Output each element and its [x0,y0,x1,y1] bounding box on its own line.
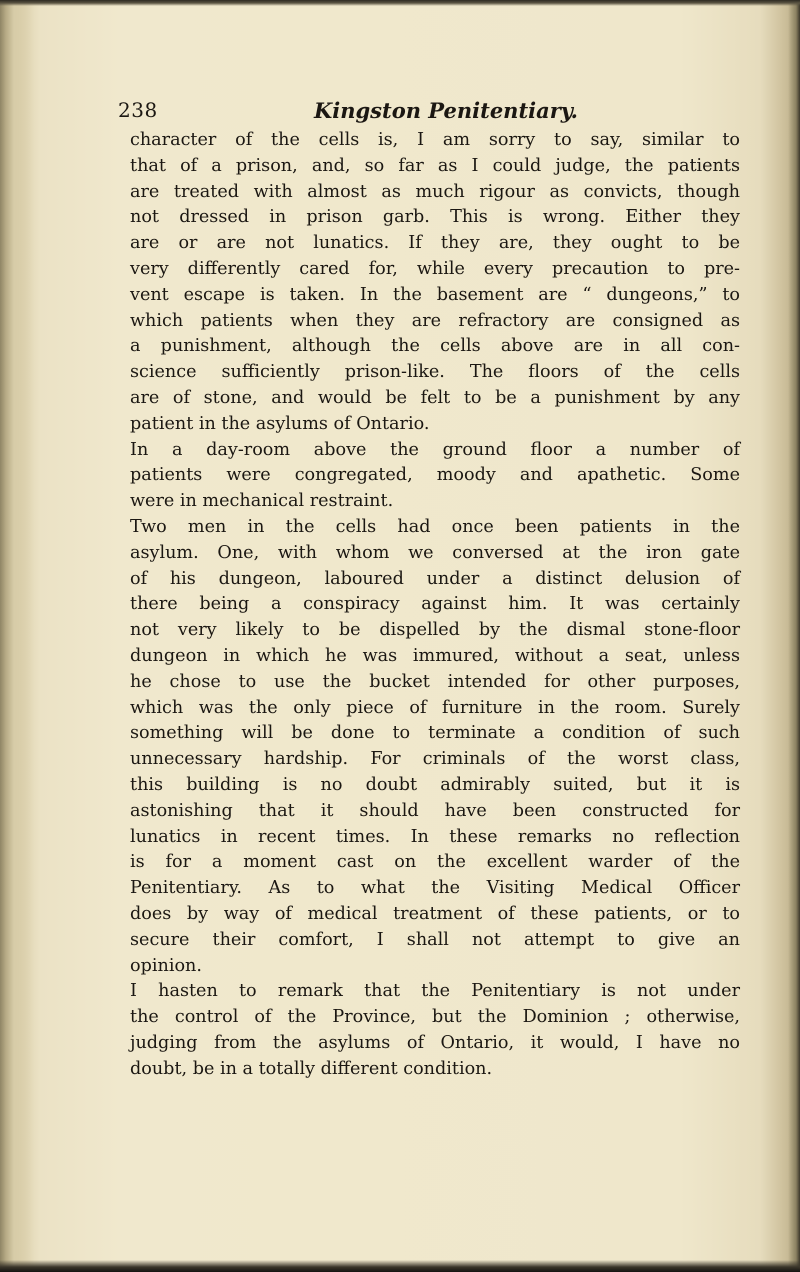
text-line: lunatics in recent times. In these remarks no reflection [130,826,740,847]
text-line: a punishment, although the cells above are in all con- [130,336,740,357]
page-number: 238 [118,98,158,122]
text-line: Two men in the cells had once been patients in the [130,516,740,537]
text-line: vent escape is taken. In the basement are “ dungeons,” to [130,284,740,305]
page-gutter [0,0,34,1272]
text-line: opinion. [130,955,202,976]
text-line: were in mechanical restraint. [130,491,394,512]
top-border [0,0,800,6]
body-text [130,128,740,1082]
text-line: of his dungeon, laboured under a distinct delusion of [130,568,740,589]
text-line: asylum. One, with whom we conversed at the iron gate [130,542,740,563]
text-line: this building is no doubt admirably suited, but it is [130,774,740,795]
text-line: unnecessary hardship. For criminals of the worst class, [130,749,740,770]
text-line: astonishing that it should have been constructed for [130,800,740,821]
text-line: patients were congregated, moody and apathetic. Some [130,465,740,486]
text-line: which was the only piece of furniture in the room. Surely [130,697,740,718]
text-line: are of stone, and would be felt to be a punishment by any [130,387,740,408]
text-line: not very likely to be dispelled by the dismal stone-floor [130,620,740,641]
text-line: he chose to use the bucket intended for other purposes, [130,671,740,692]
text-line: doubt, be in a totally different condition. [130,1058,493,1079]
text-line: secure their comfort, I shall not attempt to give an [130,929,740,950]
text-line: something will be done to terminate a condition of such [130,723,740,744]
page-edge [788,0,800,1272]
bottom-border [0,1260,800,1272]
text-line: dungeon in which he was immured, without a seat, unless [130,645,740,666]
running-title: Kingston Penitentiary. [314,98,578,123]
text-line: is for a moment cast on the excellent warder of the [130,852,740,873]
text-line: very differently cared for, while every precaution to pre- [130,258,740,279]
text-line: not dressed in prison garb. This is wrong. Either they [130,207,740,228]
text-line: are or are not lunatics. If they are, they ought to be [130,233,740,254]
text-line: which patients when they are refractory are consigned as [130,310,740,331]
text-line: In a day-room above the ground floor a number of [130,439,740,460]
text-line: that of a prison, and, so far as I could judge, the patients [130,155,740,176]
text-line: Penitentiary. As to what the Visiting Medical Officer [130,878,740,899]
text-line: there being a conspiracy against him. It was certainly [130,594,740,615]
text-line: does by way of medical treatment of these patients, or to [130,903,740,924]
text-line: the control of the Province, but the Dominion ; otherwise, [130,1007,740,1028]
text-line: judging from the asylums of Ontario, it would, I have no [130,1032,740,1053]
text-line: character of the cells is, I am sorry to say, similar to [130,130,740,150]
text-line: are treated with almost as much rigour as convicts, though [130,181,740,202]
text-line: patient in the asylums of Ontario. [130,413,430,434]
text-line: I hasten to remark that the Penitentiary is not under [130,981,740,1002]
text-line: science sufficiently prison-like. The floors of the cells [130,362,740,383]
